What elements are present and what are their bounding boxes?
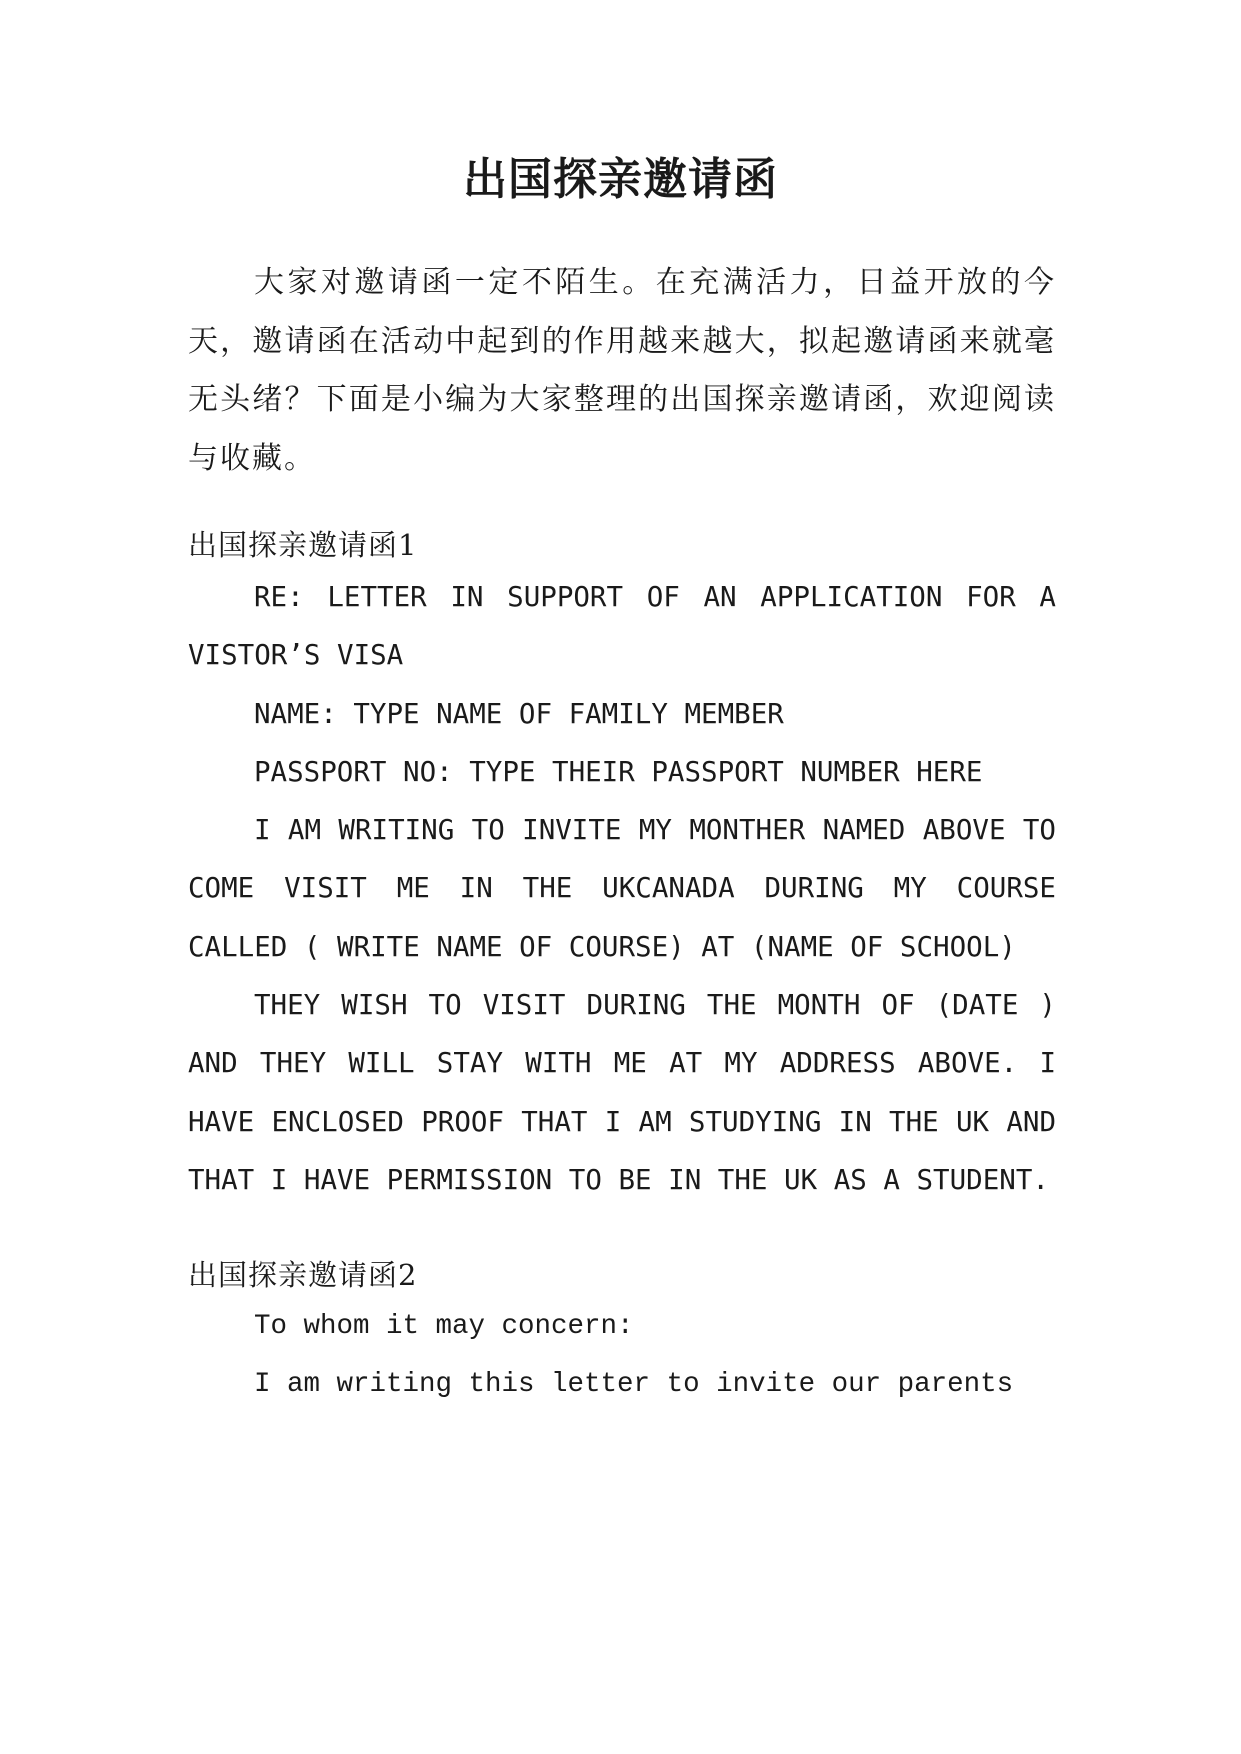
letter-paragraph: I am writing this letter to invite our parents — [254, 1369, 1014, 1401]
letter-paragraph: THEY WISH TO VISIT DURING THE MONTH OF (DATE ) AND THEY WILL STAY WITH ME AT MY ADDRESS ABOVE. I HAVE ENCLOSED PROOF THAT I AM STUDYING IN THE UK AND THAT I HAVE PERMISSION TO BE IN THE UK AS A STUDENT. — [188, 989, 1056, 1196]
document-title: 出国探亲邀请函 — [463, 154, 778, 205]
letter-paragraph: To whom it may concern: — [254, 1311, 634, 1342]
letter-paragraph: RE: LETTER IN SUPPORT OF AN APPLICATION FOR A VISTOR’S VISA — [188, 581, 1056, 672]
letter-paragraph: NAME: TYPE NAME OF FAMILY MEMBER — [254, 697, 784, 730]
section-heading-2: 出国探亲邀请函2 — [188, 1258, 418, 1292]
section-1-body — [188, 568, 1056, 1209]
letter-paragraph: I AM WRITING TO INVITE MY MONTHER NAMED ABOVE TO COME VISIT ME IN THE UKCANADA DURING MY COURSE CALLED ( WRITE NAME OF COURSE) AT (NAME OF SCHOOL) — [188, 814, 1056, 963]
section-2-body — [188, 1298, 1056, 1415]
letter-paragraph: PASSPORT NO: TYPE THEIR PASSPORT NUMBER HERE — [254, 755, 983, 788]
intro-paragraph: 大家对邀请函一定不陌生。在充满活力，日益开放的今天，邀请函在活动中起到的作用越来越大，拟起邀请函来就毫无头绪？下面是小编为大家整理的出国探亲邀请函，欢迎阅读与收藏。 — [188, 265, 1056, 476]
section-heading-1: 出国探亲邀请函1 — [188, 528, 418, 562]
